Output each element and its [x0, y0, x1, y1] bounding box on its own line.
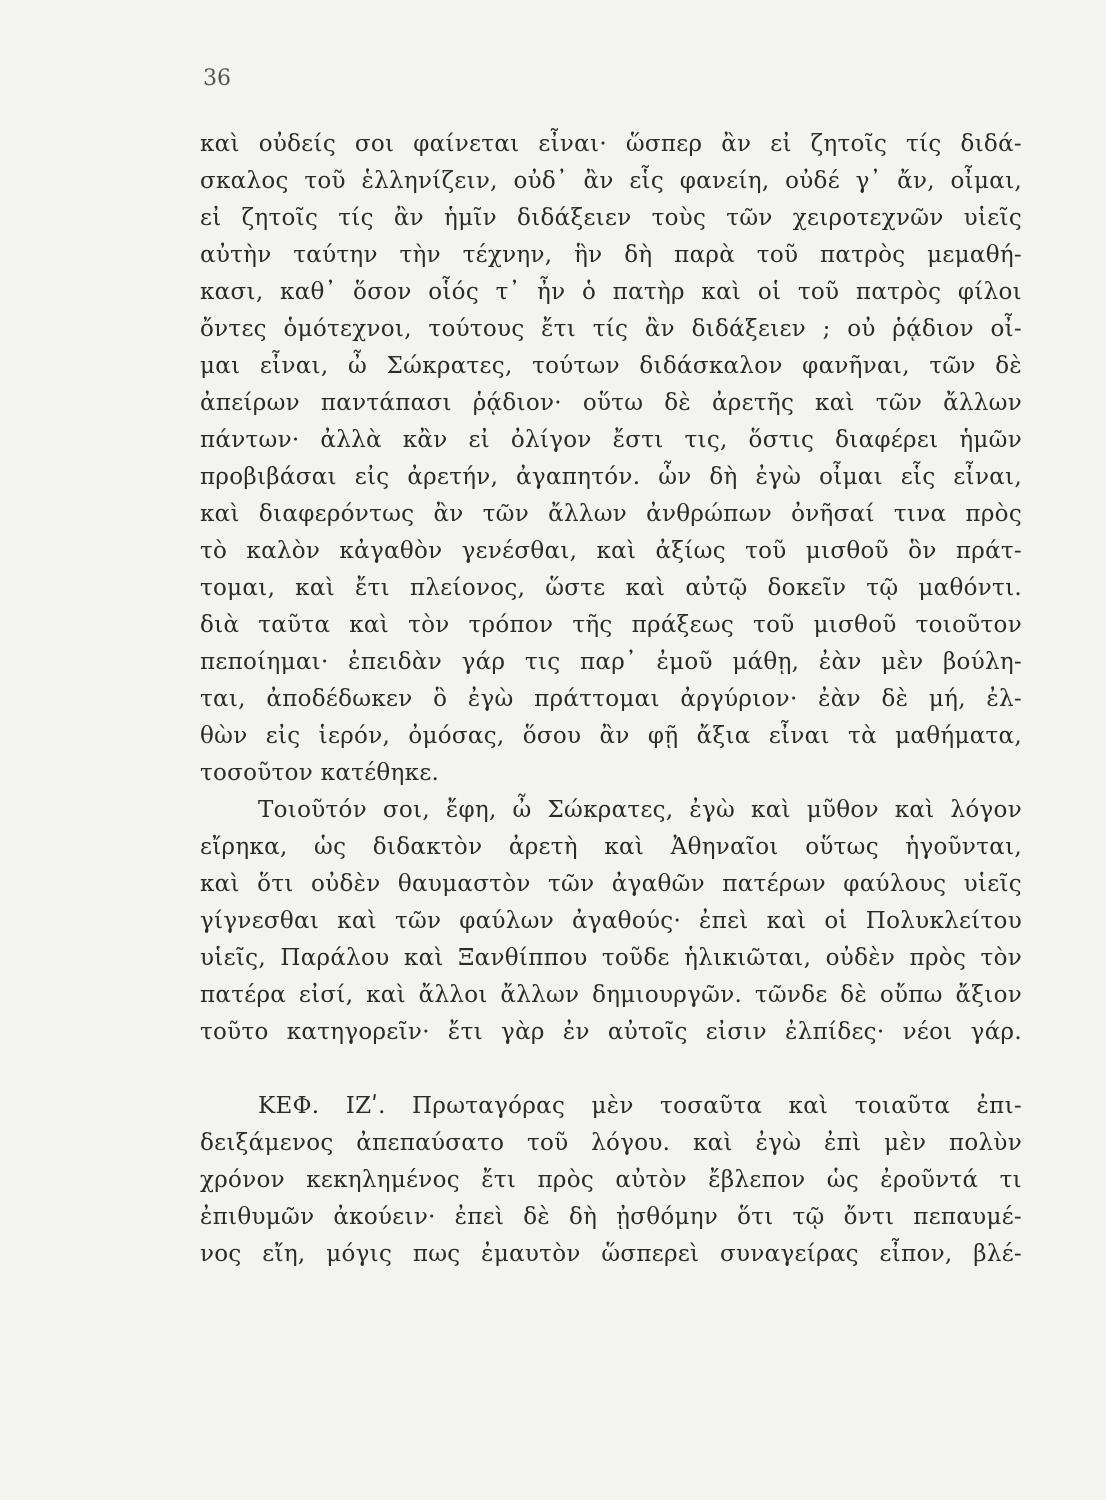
text-line: νος εἴη, μόγις πως ἐμαυτὸν ὥσπερεὶ συναγείρας εἶπον, βλέ- — [200, 1241, 1022, 1267]
text-line: σκαλος τοῦ ἑλληνίζειν, οὐδ᾽ ἂν εἷς φανείη, οὐδέ γ᾽ ἄν, οἶμαι, — [200, 168, 1022, 194]
text-line: ἐπιθυμῶν ἀκούειν· ἐπεὶ δὲ δὴ ᾐσθόμην ὅτι τῷ ὄντι πεπαυμέ- — [200, 1204, 1022, 1230]
text-line: κασι, καθ᾽ ὅσον οἷός τ᾽ ἦν ὁ πατὴρ καὶ οἱ τοῦ πατρὸς φίλοι — [200, 279, 1022, 305]
text-line: γίγνεσθαι καὶ τῶν φαύλων ἀγαθούς· ἐπεὶ καὶ οἱ Πολυκλείτου — [200, 908, 1022, 934]
text-line: πεποίημαι· ἐπειδὰν γάρ τις παρ᾽ ἐμοῦ μάθῃ, ἐὰν μὲν βούλη- — [200, 649, 1022, 675]
text-line: καὶ διαφερόντως ἂν τῶν ἄλλων ἀνθρώπων ὀνῆσαί τινα πρὸς — [200, 501, 1022, 527]
text-line: εἴρηκα, ὡς διδακτὸν ἀρετὴ καὶ Ἀθηναῖοι οὕτως ἡγοῦνται, — [200, 834, 1022, 860]
text-line: ται, ἀποδέδωκεν ὃ ἐγὼ πράττομαι ἀργύριον· ἐὰν δὲ μή, ἐλ- — [200, 686, 1022, 712]
text-line: καὶ οὐδείς σοι φαίνεται εἶναι· ὥσπερ ἂν εἰ ζητοῖς τίς διδά- — [200, 131, 1022, 157]
text-line: τοῦτο κατηγορεῖν· ἔτι γὰρ ἐν αὐτοῖς εἰσιν ἐλπίδες· νέοι γάρ. — [200, 1019, 1022, 1045]
paragraph-1 — [200, 126, 1022, 792]
paragraph-2 — [200, 792, 1022, 1051]
text-line: δειξάμενος ἀπεπαύσατο τοῦ λόγου. καὶ ἐγὼ ἐπὶ μὲν πολὺν — [200, 1130, 1022, 1156]
text-line: Τοιοῦτόν σοι, ἔφη, ὦ Σώκρατες, ἐγὼ καὶ μῦθον καὶ λόγον — [258, 797, 1022, 823]
text-line: τομαι, καὶ ἔτι πλείονος, ὥστε καὶ αὐτῷ δοκεῖν τῷ μαθόντι. — [200, 575, 1022, 601]
text-line: ὄντες ὁμότεχνοι, τούτους ἔτι τίς ἂν διδάξειεν ; οὐ ῥᾴδιον οἶ- — [200, 316, 1022, 342]
text-line: διὰ ταῦτα καὶ τὸν τρόπον τῆς πράξεως τοῦ μισθοῦ τοιοῦτον — [200, 612, 1022, 638]
page-body — [200, 126, 1022, 1273]
text-line: χρόνον κεκηλημένος ἔτι πρὸς αὐτὸν ἔβλεπον ὡς ἐροῦντά τι — [200, 1167, 1022, 1193]
text-line: τοσοῦτον κατέθηκε. — [200, 760, 440, 786]
paragraph-3 — [200, 1088, 1022, 1273]
text-line: θὼν εἰς ἱερόν, ὀμόσας, ὅσου ἂν φῇ ἄξια εἶναι τὰ μαθήματα, — [200, 723, 1022, 749]
text-line: εἰ ζητοῖς τίς ἂν ἡμῖν διδάξειεν τοὺς τῶν χειροτεχνῶν υἱεῖς — [200, 205, 1022, 231]
text-line: ἀπείρων παντάπασι ῥᾴδιον· οὕτω δὲ ἀρετῆς καὶ τῶν ἄλλων — [200, 390, 1022, 416]
text-line: υἱεῖς, Παράλου καὶ Ξανθίππου τοῦδε ἡλικιῶται, οὐδὲν πρὸς τὸν — [200, 945, 1022, 971]
text-line: καὶ ὅτι οὐδὲν θαυμαστὸν τῶν ἀγαθῶν πατέρων φαύλους υἱεῖς — [200, 871, 1022, 897]
text-line: τὸ καλὸν κἀγαθὸν γενέσθαι, καὶ ἀξίως τοῦ μισθοῦ ὃν πράτ- — [200, 538, 1022, 564]
section-gap — [200, 1051, 1022, 1088]
text-line: πάντων· ἀλλὰ κἂν εἰ ὀλίγον ἔστι τις, ὅστις διαφέρει ἡμῶν — [200, 427, 1022, 453]
chapter-heading-line: ΚΕΦ. ΙΖʹ. Πρωταγόρας μὲν τοσαῦτα καὶ τοιαῦτα ἐπι- — [258, 1093, 1022, 1119]
text-line: προβιβάσαι εἰς ἀρετήν, ἀγαπητόν. ὧν δὴ ἐγὼ οἶμαι εἷς εἶναι, — [200, 464, 1022, 490]
text-line: πατέρα εἰσί, καὶ ἄλλοι ἄλλων δημιουργῶν. τῶνδε δὲ οὔπω ἄξιον — [200, 982, 1022, 1008]
page-number: 36 — [203, 66, 231, 91]
text-line: μαι εἶναι, ὦ Σώκρατες, τούτων διδάσκαλον φανῆναι, τῶν δὲ — [200, 353, 1022, 379]
text-line: αὐτὴν ταύτην τὴν τέχνην, ἣν δὴ παρὰ τοῦ πατρὸς μεμαθή- — [200, 242, 1022, 268]
